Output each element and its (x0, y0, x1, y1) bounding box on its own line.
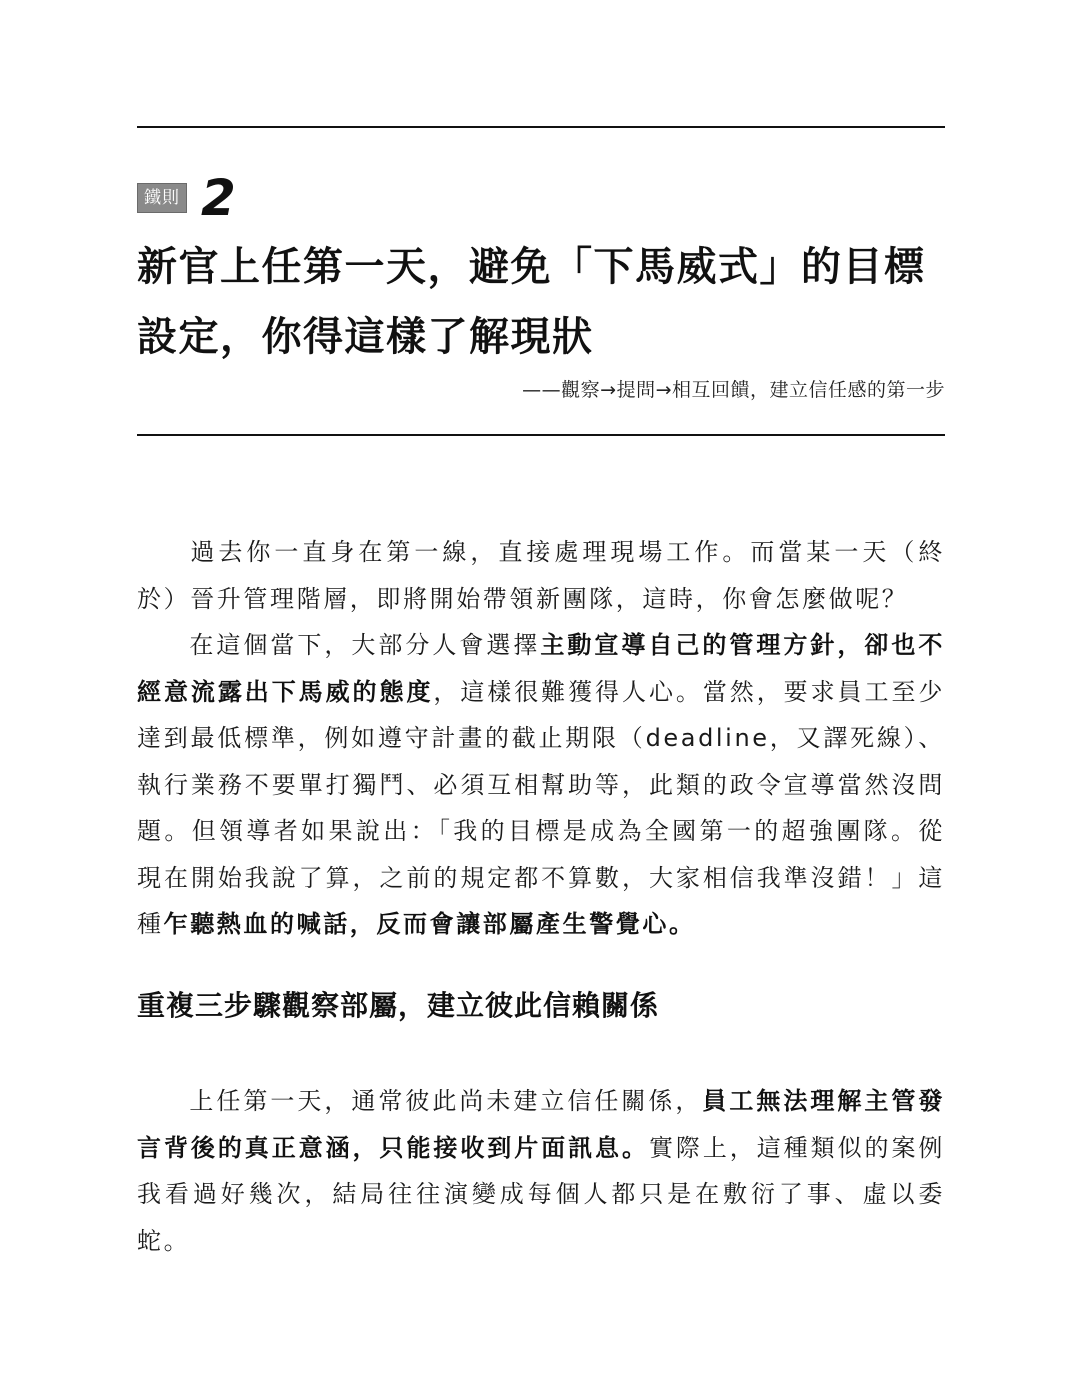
paragraph-2-bold-1: 主動宣導自己的管理方針，卻也不經意流露出下馬威的態度 (137, 631, 945, 706)
paragraph-3-bold-1: 員工無法理解主管發言背後的真正意涵，只能接收到片面訊息。 (137, 1087, 945, 1162)
paragraph-3-text-1: 上任第一天，通常彼此尚未建立信任關係， (189, 1087, 703, 1115)
rule-number: 2 (201, 169, 236, 227)
paragraph-2-bold-2: 乍聽熱血的喊話，反而會讓部屬產生警覺心。 (163, 910, 696, 938)
section-heading: 重複三步驟觀察部屬，建立彼此信賴關係 (137, 989, 660, 1022)
paragraph-2-text-1: 在這個當下，大部分人會選擇 (189, 631, 541, 659)
bottom-rule (137, 434, 945, 436)
chapter-subtitle: ——觀察→提問→相互回饋，建立信任感的第一步 (522, 379, 945, 401)
paragraph-3-text-2: 實際上，這種類似的案例我看過好幾次，結局往往演變成每個人都只是在敷衍了事、虛以委蛇。 (137, 1133, 945, 1255)
chapter-title: 新官上任第一天，避免「下馬威式」的目標設定，你得這樣了解現狀 (137, 244, 926, 360)
paragraph-1-text: 過去你一直身在第一線，直接處理現場工作。而當某一天（終於）晉升管理階層，即將開始帶領新團隊，這時，你會怎麼做呢？ (137, 538, 945, 613)
paragraph-1 (137, 529, 945, 622)
paragraph-3 (137, 1078, 945, 1264)
top-rule (137, 126, 945, 128)
paragraph-2-text-2: ，這樣很難獲得人心。當然，要求員工至少達到最低標準，例如遵守計畫的截止期限（deadline，又譯死線）、執行業務不要單打獨鬥、必須互相幫助等，此類的政令宣導當然沒問題。但領導者如果說出：「我的目標是成為全國第一的超強團隊。從現在開始我說了算，之前的規定都不算數，大家相信我準沒錯！」這種 (137, 677, 945, 938)
rule-badge: 鐵則 (137, 183, 187, 213)
paragraph-2 (137, 622, 945, 948)
chapter-label (137, 170, 236, 226)
